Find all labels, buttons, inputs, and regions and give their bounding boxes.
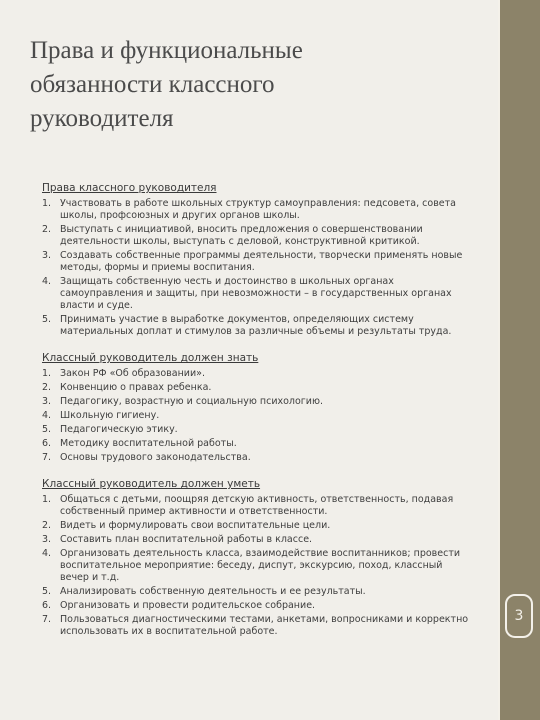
item-number: 5. — [42, 586, 52, 597]
list-item — [42, 396, 472, 408]
list-item — [42, 198, 472, 222]
item-number: 1. — [42, 494, 52, 505]
item-number: 3. — [42, 396, 52, 407]
item-number: 5. — [42, 424, 52, 435]
item-number: 3. — [42, 250, 52, 261]
list-item — [42, 314, 472, 338]
page-number-badge: 3 — [505, 594, 533, 638]
item-number: 4. — [42, 276, 52, 287]
item-text: Педагогику, возрастную и социальную психологию. — [60, 396, 323, 407]
list-item — [42, 452, 472, 464]
item-number: 2. — [42, 224, 52, 235]
list-item — [42, 494, 472, 518]
item-text: Закон РФ «Об образовании». — [60, 368, 205, 379]
item-text: Составить план воспитательной работы в классе. — [60, 534, 313, 545]
item-text: Педагогическую этику. — [60, 424, 178, 435]
list-item — [42, 368, 472, 380]
item-text: Выступать с инициативой, вносить предложения о совершенствовании деятельности школы, выступать с деловой, конструктивной критикой. — [60, 224, 423, 247]
item-text: Организовать и провести родительское собрание. — [60, 600, 316, 611]
section-must-know — [42, 351, 472, 464]
item-number: 6. — [42, 438, 52, 449]
list-item — [42, 548, 472, 584]
slide-content — [42, 181, 472, 651]
item-number: 7. — [42, 452, 52, 463]
item-text: Защищать собственную честь и достоинство в школьных органах самоуправления и защиты, при невозможности – в государственных органах власти и суде. — [60, 276, 452, 311]
section-heading: Классный руководитель должен уметь — [42, 478, 261, 490]
item-text: Создавать собственные программы деятельности, творчески применять новые методы, формы и приемы воспитания. — [60, 250, 463, 273]
list-item — [42, 520, 472, 532]
list-item — [42, 224, 472, 248]
list-item — [42, 250, 472, 274]
section-must-be-able — [42, 477, 472, 638]
item-text: Видеть и формулировать свои воспитательные цели. — [60, 520, 331, 531]
must-know-list — [42, 368, 472, 464]
item-text: Принимать участие в выработке документов, определяющих систему материальных доплат и стимулов за различные объемы и результаты труда. — [60, 314, 452, 337]
item-text: Пользоваться диагностическими тестами, анкетами, вопросниками и корректно использовать их в воспитательной работе. — [60, 614, 469, 637]
item-number: 2. — [42, 382, 52, 393]
item-number: 1. — [42, 368, 52, 379]
item-number: 7. — [42, 614, 52, 625]
slide-title: Права и функциональные обязанности классного руководителя — [30, 37, 303, 132]
item-number: 4. — [42, 410, 52, 421]
list-item — [42, 276, 472, 312]
item-number: 5. — [42, 314, 52, 325]
list-item — [42, 382, 472, 394]
item-number: 3. — [42, 534, 52, 545]
item-text: Школьную гигиену. — [60, 410, 160, 421]
section-rights — [42, 181, 472, 338]
item-number: 4. — [42, 548, 52, 559]
item-text: Общаться с детьми, поощряя детскую активность, ответственность, подавая собственный пример активности и ответственности. — [60, 494, 454, 517]
item-text: Организовать деятельность класса, взаимодействие воспитанников; провести воспитательное мероприятие: беседу, диспут, экскурсию, поход, классный вечер и т.д. — [60, 548, 461, 583]
item-number: 1. — [42, 198, 52, 209]
rights-list — [42, 198, 472, 338]
item-number: 2. — [42, 520, 52, 531]
section-heading: Права классного руководителя — [42, 182, 217, 194]
item-text: Методику воспитательной работы. — [60, 438, 237, 449]
item-number: 6. — [42, 600, 52, 611]
item-text: Конвенцию о правах ребенка. — [60, 382, 212, 393]
item-text: Основы трудового законодательства. — [60, 452, 251, 463]
section-heading: Классный руководитель должен знать — [42, 352, 259, 364]
must-be-able-list — [42, 494, 472, 638]
list-item — [42, 438, 472, 450]
list-item — [42, 424, 472, 436]
list-item — [42, 600, 472, 612]
item-text: Участвовать в работе школьных структур самоуправления: педсовета, совета школы, профсоюзных и других органов школы. — [60, 198, 457, 221]
list-item — [42, 614, 472, 638]
list-item — [42, 534, 472, 546]
item-text: Анализировать собственную деятельность и ее результаты. — [60, 586, 366, 597]
list-item — [42, 586, 472, 598]
list-item — [42, 410, 472, 422]
